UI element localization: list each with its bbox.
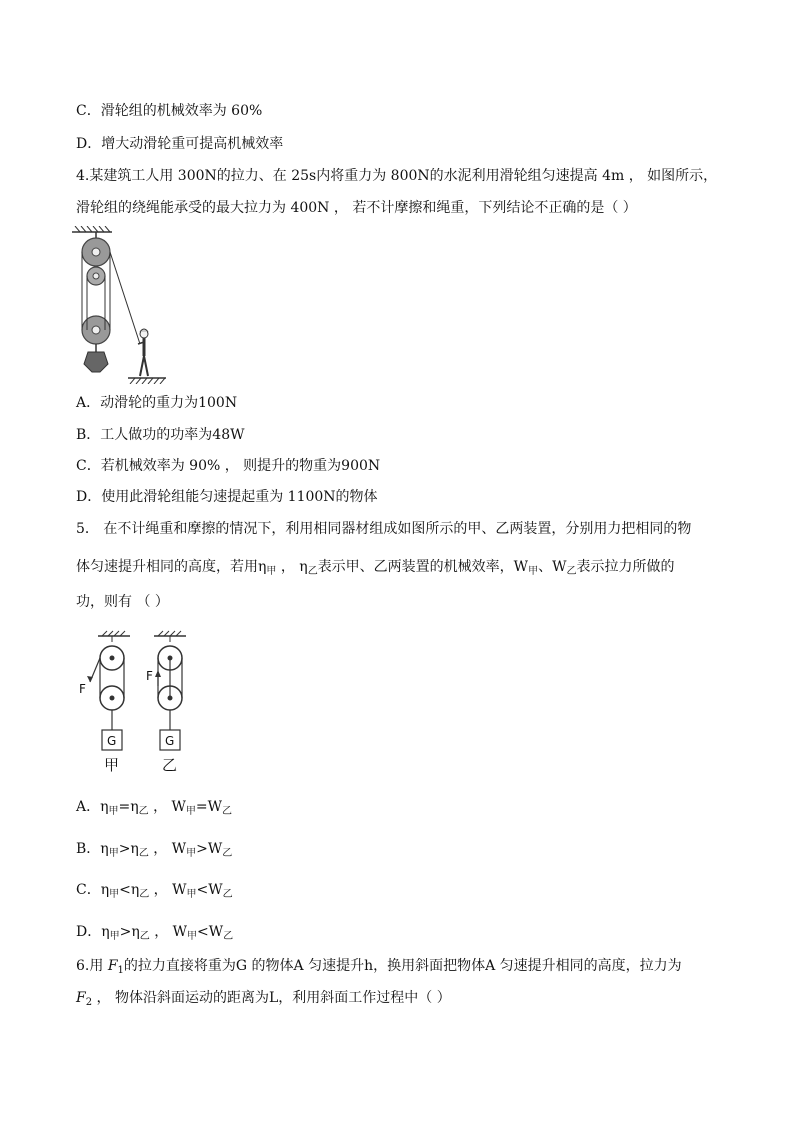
- q5-fig-force-label-jia: F: [79, 682, 86, 696]
- q4-stem-line1: 4.某建筑工人用 300N的拉力、在 25s内将重力为 800N的水泥利用滑轮组匀速提高 4m ， 如图所示，: [76, 168, 718, 184]
- q4-pulley-figure: [70, 226, 170, 384]
- q4-option-c: C．若机械效率为 90% ， 则提升的物重为900N: [76, 458, 381, 474]
- q5-option-d: D．$\eta_甲>\eta_乙$ ， $W_甲<W_乙$: [76, 924, 234, 942]
- q5-fig-weight-label-yi: G: [165, 734, 175, 748]
- q5-fig-label-yi: 乙: [162, 756, 178, 774]
- q5-option-a: A．$\eta_甲=\eta_乙$ ， $W_甲=W_乙$: [76, 799, 233, 817]
- q3-option-c: C．滑轮组的机械效率为 60%: [76, 103, 263, 119]
- q5-option-c: C．$\eta_甲<\eta_乙$ ， $W_甲<W_乙$: [76, 882, 233, 900]
- q5-pulley-figure: [76, 628, 196, 774]
- q5-option-b: B．$\eta_甲>\eta_乙$ ， $W_甲>W_乙$: [76, 841, 233, 859]
- q3-option-d: D．增大动滑轮重可提高机械效率: [76, 136, 284, 152]
- q5-stem-line1: 5． 在不计绳重和摩擦的情况下，利用相同器材组成如图所示的甲、乙两装置，分别用力把相同的物: [76, 521, 692, 537]
- q6-stem-line1: 6.用 $F_1$的拉力直接将重为G 的物体A 匀速提升h，换用斜面把物体A 匀速提升相同的高度，拉力为: [76, 958, 682, 976]
- q5-fig-label-jia: 甲: [104, 756, 120, 774]
- q4-option-a: A．动滑轮的重力为100N: [76, 395, 238, 411]
- q4-option-d: D．使用此滑轮组能匀速提起重为 1100N的物体: [76, 489, 378, 505]
- q4-option-b: B．工人做功的功率为48W: [76, 427, 245, 443]
- q5-stem-line2: 体匀速提升相同的高度，若用$\eta_甲$ ， $\eta_乙$表示甲、乙两装置的机械效率，$W_甲$、$W_乙$表示拉力所做的: [76, 559, 675, 577]
- q5-stem-line3: 功，则有 （ ）: [76, 594, 169, 610]
- q6-stem-line2: $F_2$ ， 物体沿斜面运动的距离为L，利用斜面工作过程中（ ）: [76, 990, 451, 1008]
- q4-stem-line2: 滑轮组的绕绳能承受的最大拉力为 400N ， 若不计摩擦和绳重，下列结论不正确的是（ ）: [76, 200, 637, 216]
- q5-fig-force-label-yi: F: [146, 669, 153, 683]
- q5-fig-weight-label-jia: G: [107, 734, 117, 748]
